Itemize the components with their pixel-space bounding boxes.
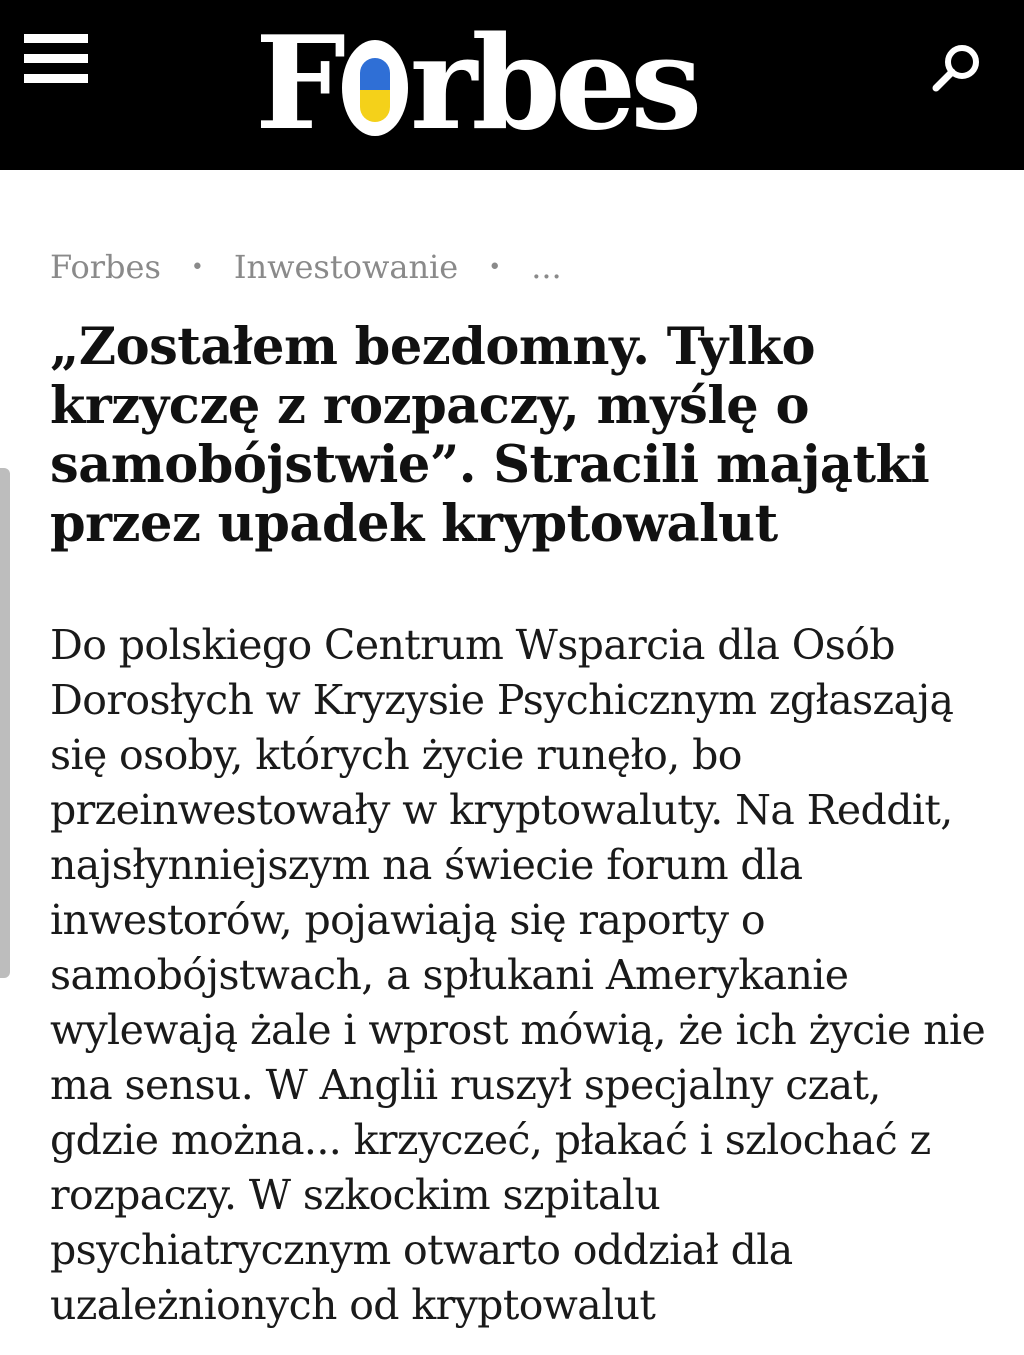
breadcrumb-separator: • xyxy=(190,254,204,280)
article-headline: „Zostałem bezdomny. Tylko krzyczę z rozpaczy, myślę o samobójstwie”. Stracili majątki przez upadek kryptowalut xyxy=(50,317,930,554)
breadcrumb-item-more[interactable]: ... xyxy=(531,248,562,286)
breadcrumb-separator: • xyxy=(488,254,502,280)
logo-letters-rbes: rbes xyxy=(409,9,697,159)
logo-letter-f: F xyxy=(255,9,340,159)
site-header xyxy=(0,0,1024,170)
breadcrumb xyxy=(50,248,562,286)
scrollbar[interactable] xyxy=(0,468,10,978)
article-lead: Do polskiego Centrum Wsparcia dla Osób Dorosłych w Kryzysie Psychicznym zgłaszają się osoby, których życie runęło, bo przeinwestowały w kryptowaluty. Na Reddit, najsłynniejszym na świecie forum dla inwestorów, pojawiają się raporty o samobójstwach, a spłukani Amerykanie wylewają żale i wprost mówią, że ich życie nie ma sensu. W Anglii ruszył specjalny czat, gdzie można... krzyczeć, płakać i szlochać z rozpaczy. W szkockim szpitalu psychiatrycznym otwarto oddział dla uzależnionych od kryptowalut xyxy=(50,621,986,1329)
hamburger-menu-icon[interactable] xyxy=(24,34,88,84)
forbes-logo[interactable] xyxy=(255,9,697,159)
search-icon[interactable] xyxy=(930,40,986,96)
breadcrumb-item-inwestowanie[interactable]: Inwestowanie xyxy=(233,248,459,286)
logo-ukraine-o-icon xyxy=(342,40,408,136)
breadcrumb-item-forbes[interactable]: Forbes xyxy=(50,248,161,286)
